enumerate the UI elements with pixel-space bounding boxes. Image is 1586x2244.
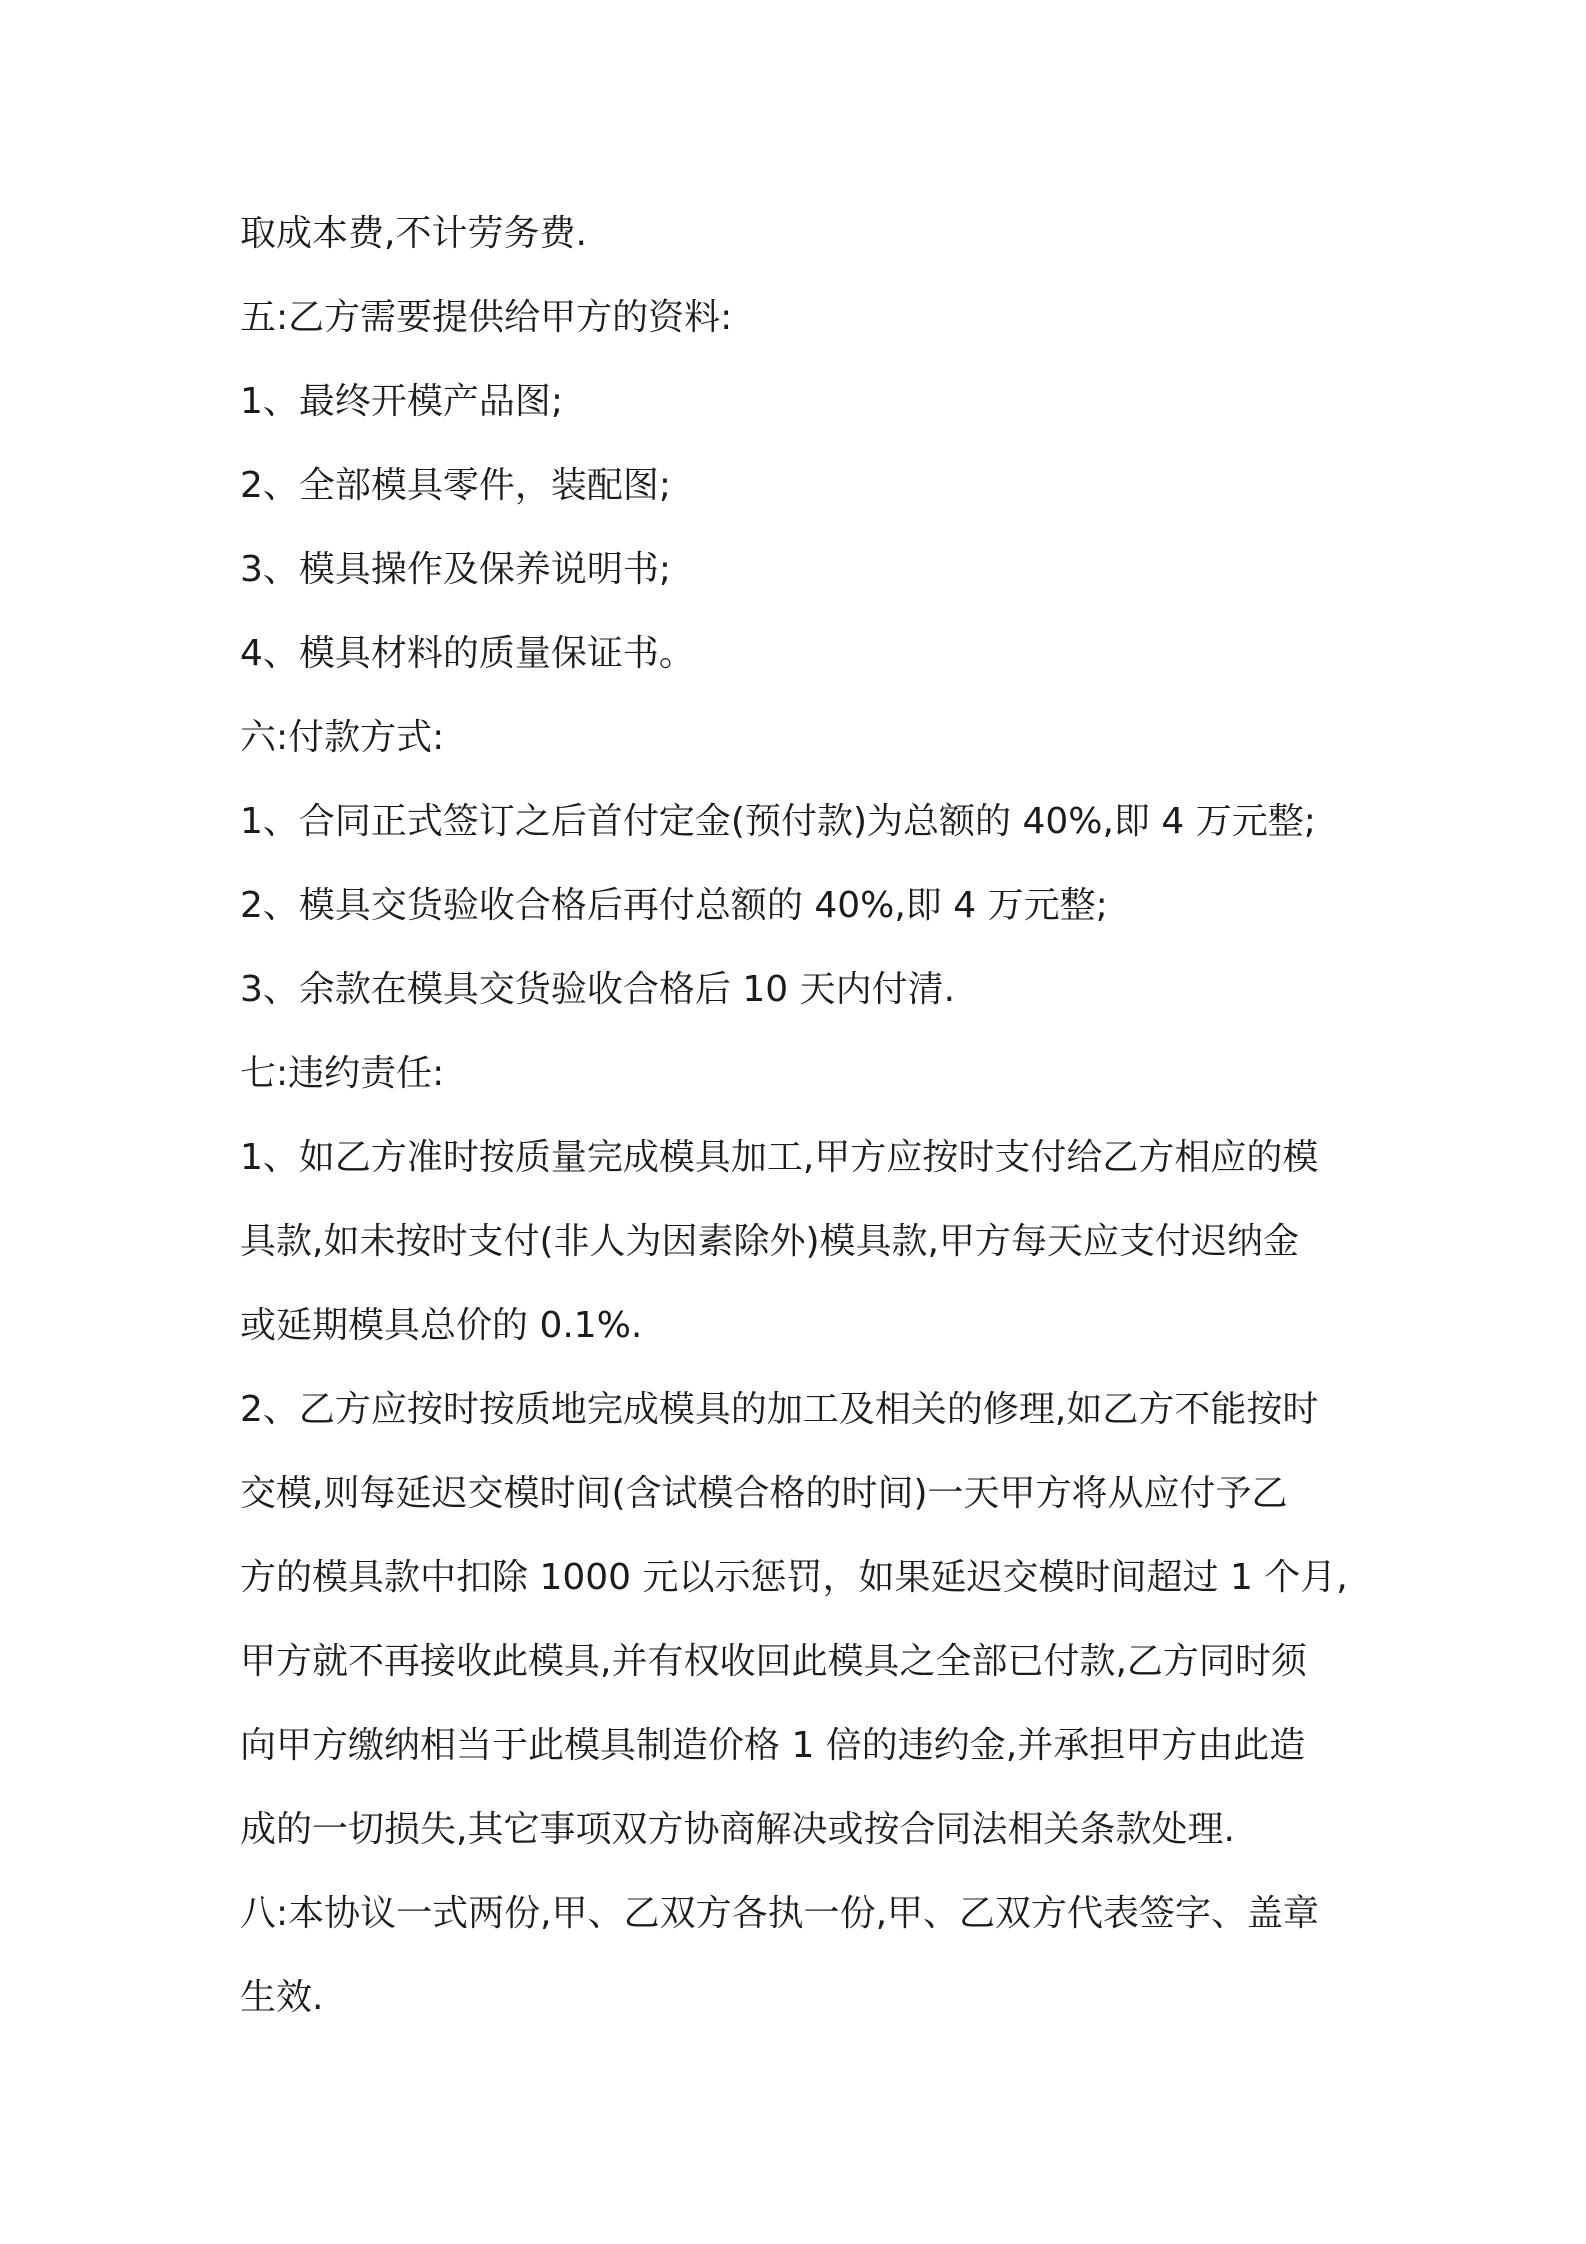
list-item: 3、余款在模具交货验收合格后 10 天内付清. — [240, 969, 956, 1010]
list-item: 2、全部模具零件，装配图; — [240, 465, 672, 506]
section-heading-7: 七:违约责任: — [240, 1053, 445, 1094]
list-item: 3、模具操作及保养说明书; — [240, 549, 672, 590]
document-body — [240, 192, 1365, 2040]
paragraph-line: 或延期模具总价的 0.1%. — [240, 1305, 643, 1346]
section-heading-5: 五:乙方需要提供给甲方的资料: — [240, 297, 733, 338]
section-heading-8: 八:本协议一式两份,甲、乙双方各执一份,甲、乙双方代表签字、盖章 — [240, 1893, 1320, 1934]
paragraph-line: 甲方就不再接收此模具,并有权收回此模具之全部已付款,乙方同时须 — [240, 1641, 1307, 1682]
paragraph-line: 具款,如未按时支付(非人为因素除外)模具款,甲方每天应支付迟纳金 — [240, 1221, 1299, 1262]
list-item: 1、合同正式签订之后首付定金(预付款)为总额的 40%,即 4 万元整; — [240, 801, 1316, 842]
paragraph-line: 向甲方缴纳相当于此模具制造价格 1 倍的违约金,并承担甲方由此造 — [240, 1725, 1306, 1766]
list-item: 4、模具材料的质量保证书。 — [240, 633, 695, 674]
paragraph-line: 交模,则每延迟交模时间(含试模合格的时间)一天甲方将从应付予乙 — [240, 1473, 1288, 1514]
paragraph-line: 方的模具款中扣除 1000 元以示惩罚，如果延迟交模时间超过 1 个月, — [240, 1557, 1348, 1598]
paragraph-line: 成的一切损失,其它事项双方协商解决或按合同法相关条款处理. — [240, 1809, 1235, 1850]
list-item: 1、最终开模产品图; — [240, 381, 564, 422]
section-heading-6: 六:付款方式: — [240, 717, 445, 758]
text-line: 取成本费,不计劳务费. — [240, 213, 587, 254]
paragraph-line: 1、如乙方准时按质量完成模具加工,甲方应按时支付给乙方相应的模 — [240, 1137, 1319, 1178]
paragraph-line: 生效. — [240, 1977, 324, 2018]
list-item: 2、模具交货验收合格后再付总额的 40%,即 4 万元整; — [240, 885, 1108, 926]
paragraph-line: 2、乙方应按时按质地完成模具的加工及相关的修理,如乙方不能按时 — [240, 1389, 1319, 1430]
